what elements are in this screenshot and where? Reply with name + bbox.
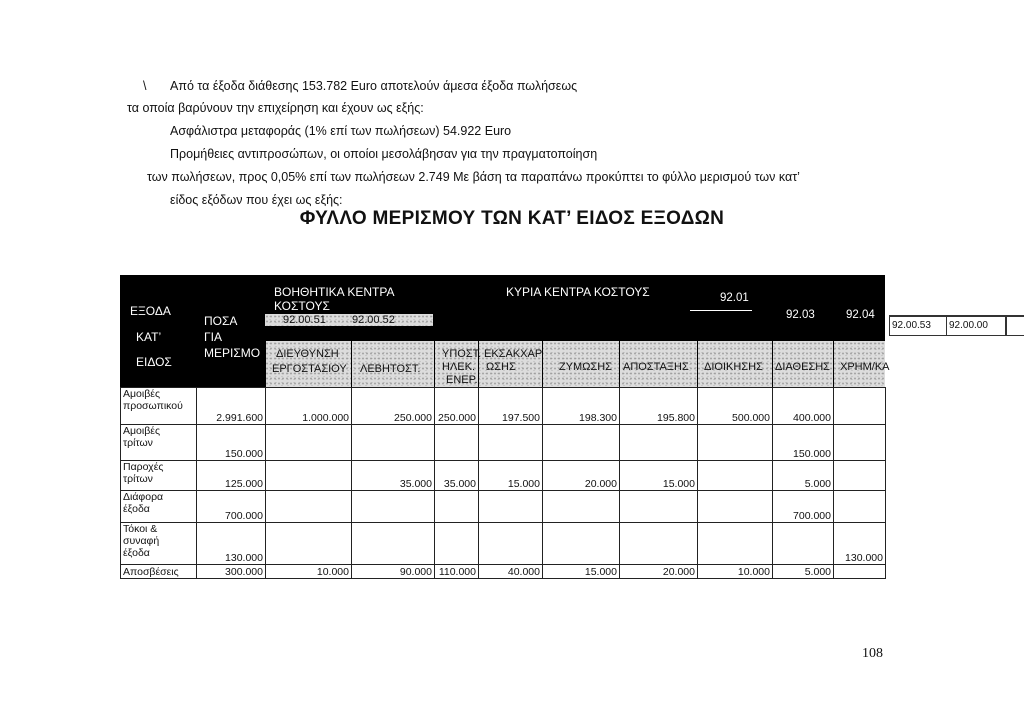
value-cell <box>698 425 773 461</box>
amount-cell: 150.000 <box>197 425 266 461</box>
center-code-box-empty <box>1006 315 1024 336</box>
value-cell: 1.000.000 <box>266 388 352 425</box>
value-cell <box>266 523 352 565</box>
value-cell: 198.300 <box>543 388 620 425</box>
column-header: ΔΙΑΘΕΣΗΣ <box>775 361 830 373</box>
value-cell <box>479 523 543 565</box>
intro-line: είδος εξόδων που έχει ως εξής: <box>170 193 343 207</box>
intro-line: Προμήθειες αντιπροσώπων, οι οποίοι μεσολάβησαν για την πραγματοποίηση <box>170 147 598 161</box>
value-cell <box>698 461 773 491</box>
amount-header: ΓΙΑ <box>204 330 222 344</box>
value-cell: 15.000 <box>543 565 620 579</box>
value-cell <box>352 491 435 523</box>
amount-header: ΠΟΣΑ <box>204 314 238 328</box>
row-label: Παροχές τρίτων <box>121 461 197 491</box>
amount-header: ΜΕΡΙΣΜΟ <box>204 346 261 360</box>
center-code: 92.00.51 <box>283 314 326 326</box>
value-cell <box>834 491 886 523</box>
value-cell: 5.000 <box>773 461 834 491</box>
value-cell: 110.000 <box>435 565 479 579</box>
value-cell <box>435 425 479 461</box>
value-cell <box>834 425 886 461</box>
table-row <box>121 523 886 565</box>
value-cell: 195.800 <box>620 388 698 425</box>
corner-label: ΕΙΔΟΣ <box>136 355 172 369</box>
value-cell <box>834 388 886 425</box>
value-cell <box>773 523 834 565</box>
value-cell <box>266 461 352 491</box>
value-cell: 700.000 <box>773 491 834 523</box>
value-cell <box>479 491 543 523</box>
value-cell: 20.000 <box>543 461 620 491</box>
value-cell: 250.000 <box>352 388 435 425</box>
value-cell: 40.000 <box>479 565 543 579</box>
table-row <box>121 388 886 425</box>
row-label: Αμοιβές τρίτων <box>121 425 197 461</box>
center-code: 92.04 <box>846 309 875 321</box>
column-header: ΥΠΟΣΤ. <box>442 348 482 360</box>
amount-cell: 300.000 <box>197 565 266 579</box>
header-divider <box>619 341 620 387</box>
value-cell: 130.000 <box>834 523 886 565</box>
corner-label: ΕΞΟΔΑ <box>130 304 171 318</box>
intro-line: Από τα έξοδα διάθεσης 153.782 Euro αποτελούν άμεσα έξοδα πωλήσεως <box>170 79 578 93</box>
value-cell: 20.000 <box>620 565 698 579</box>
table-row <box>121 461 886 491</box>
corner-label: ΚΑΤ’ <box>136 330 162 344</box>
aux-centers-group: ΒΟΗΘΗΤΙΚΑ ΚΕΝΤΡΑ <box>274 285 395 299</box>
value-cell <box>620 523 698 565</box>
value-cell <box>698 523 773 565</box>
row-label: Αποσβέσεις <box>121 565 197 579</box>
column-header: ΛΕΒΗΤΟΣΤ. <box>360 363 421 375</box>
value-cell: 35.000 <box>352 461 435 491</box>
value-cell: 5.000 <box>773 565 834 579</box>
row-label: Τόκοι & συναφή έξοδα <box>121 523 197 565</box>
value-cell <box>834 461 886 491</box>
column-header: ΑΠΟΣΤΑΞΗΣ <box>623 361 689 373</box>
amount-cell: 700.000 <box>197 491 266 523</box>
value-cell <box>698 491 773 523</box>
intro-line: τα οποία βαρύνουν την επιχείρηση και έχουν ως εξής: <box>127 101 424 115</box>
value-cell <box>834 565 886 579</box>
value-cell: 250.000 <box>435 388 479 425</box>
code-rule <box>690 310 752 311</box>
page-number: 108 <box>862 646 883 661</box>
header-divider <box>772 341 773 387</box>
value-cell <box>543 491 620 523</box>
column-header: ΧΡΗΜ/ΚΑ <box>840 361 890 373</box>
value-cell: 150.000 <box>773 425 834 461</box>
amount-cell: 130.000 <box>197 523 266 565</box>
value-cell <box>543 523 620 565</box>
center-code-box: 92.00.53 <box>889 315 947 336</box>
main-centers-group: ΚΥΡΙΑ ΚΕΝΤΡΑ ΚΟΣΤΟΥΣ <box>506 285 650 299</box>
value-cell: 90.000 <box>352 565 435 579</box>
value-cell: 35.000 <box>435 461 479 491</box>
value-cell: 197.500 <box>479 388 543 425</box>
value-cell <box>435 491 479 523</box>
value-cell: 400.000 <box>773 388 834 425</box>
column-header: ΗΛΕΚ. <box>442 361 476 373</box>
value-cell: 10.000 <box>266 565 352 579</box>
row-label: Διάφορα έξοδα <box>121 491 197 523</box>
header-divider <box>434 341 435 387</box>
allocation-table-body <box>120 387 886 579</box>
header-divider <box>697 341 698 387</box>
column-header: ΕΚΣΑΚΧΑΡ <box>484 348 543 360</box>
value-cell <box>352 425 435 461</box>
value-cell <box>266 425 352 461</box>
value-cell <box>620 425 698 461</box>
column-header: ΖΥΜΩΣΗΣ <box>559 361 612 373</box>
value-cell <box>435 523 479 565</box>
value-cell: 10.000 <box>698 565 773 579</box>
center-code: 92.00.52 <box>352 314 395 326</box>
header-divider <box>833 341 834 387</box>
document-title: ΦΥΛΛΟ ΜΕΡΙΣΜΟΥ ΤΩΝ ΚΑΤ’ ΕΙΔΟΣ ΕΞΟΔΩΝ <box>299 208 725 229</box>
column-header: ΔΙΕΥΘΥΝΣΗ <box>276 348 339 360</box>
header-divider <box>265 341 266 387</box>
aux-centers-group: ΚΟΣΤΟΥΣ <box>274 299 330 313</box>
value-cell <box>352 523 435 565</box>
intro-line: Ασφάλιστρα μεταφοράς (1% επί των πωλήσεων) 54.922 Euro <box>170 124 512 138</box>
column-header: ΕΡΓΟΣΤΑΣΙΟΥ <box>272 363 347 375</box>
table-row <box>121 425 886 461</box>
intro-line: των πωλήσεων, προς 0,05% επί των πωλήσεων 2.749 Με βάση τα παραπάνω προκύπτει το φύλλο μερισμού των κατ’ <box>147 170 800 184</box>
header-divider <box>351 341 352 387</box>
column-header: ΕΝΕΡ. <box>446 374 478 386</box>
value-cell <box>543 425 620 461</box>
amount-cell: 125.000 <box>197 461 266 491</box>
value-cell: 15.000 <box>479 461 543 491</box>
table-row <box>121 491 886 523</box>
value-cell: 500.000 <box>698 388 773 425</box>
amount-cell: 2.991.600 <box>197 388 266 425</box>
column-header: ΩΣΗΣ <box>486 361 516 373</box>
intro-mark: \ <box>143 79 147 93</box>
value-cell <box>479 425 543 461</box>
column-header: ΔΙΟΙΚΗΣΗΣ <box>704 361 763 373</box>
center-code: 92.03 <box>786 309 815 321</box>
table-row <box>121 565 886 579</box>
value-cell <box>620 491 698 523</box>
row-label: Αμοιβές προσωπικού <box>121 388 197 425</box>
center-code: 92.01 <box>720 292 749 304</box>
value-cell <box>266 491 352 523</box>
center-code-box: 92.00.00 <box>946 315 1006 336</box>
value-cell: 15.000 <box>620 461 698 491</box>
